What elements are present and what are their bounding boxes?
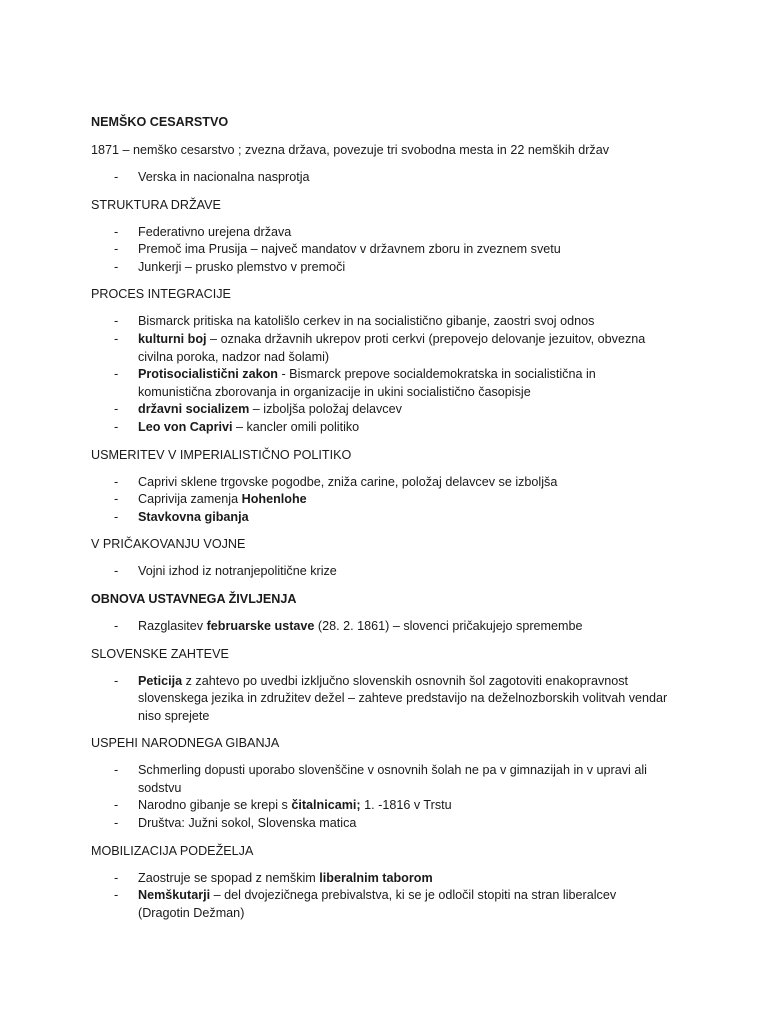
section-heading: V PRIČAKOVANJU VOJNE xyxy=(91,537,246,552)
list-item xyxy=(91,673,671,726)
bullet-dash: - xyxy=(114,402,119,417)
item-text: Društva: Južni sokol, Slovenska matica xyxy=(138,816,357,831)
item-text: Zaostruje se spopad z nemškim xyxy=(138,870,320,885)
bold-term: kulturni boj xyxy=(138,331,207,346)
item-text: Vojni izhod iz notranjepolitične krize xyxy=(138,564,337,579)
bullet-dash: - xyxy=(114,618,119,633)
bullet-dash: - xyxy=(114,673,119,688)
list-item xyxy=(91,762,671,797)
list-item xyxy=(91,259,671,277)
bullet-list xyxy=(91,313,671,436)
bold-term: Leo von Caprivi xyxy=(138,419,233,434)
section-heading: SLOVENSKE ZAHTEVE xyxy=(91,646,229,661)
bullet-dash: - xyxy=(114,367,119,382)
bullet-dash: - xyxy=(114,331,119,346)
bold-term: februarske ustave xyxy=(206,618,315,633)
bullet-list xyxy=(91,762,671,832)
list-item xyxy=(91,509,671,527)
list-item xyxy=(91,887,671,922)
item-text: 1. -1816 v Trstu xyxy=(360,798,452,813)
list-item xyxy=(91,401,671,419)
section-heading: OBNOVA USTAVNEGA ŽIVLJENJA xyxy=(91,591,297,606)
list-item xyxy=(91,419,671,437)
bullet-dash: - xyxy=(114,314,119,329)
bullet-list xyxy=(91,169,671,187)
bullet-list xyxy=(91,224,671,277)
item-text: Verska in nacionalna nasprotja xyxy=(138,170,310,184)
item-text: Narodno gibanje se krepi s xyxy=(138,798,292,813)
list-item xyxy=(91,618,671,636)
bullet-dash: - xyxy=(114,492,119,507)
list-item xyxy=(91,474,671,492)
section-paragraph: 1871 – nemško cesarstvo ; zvezna država, povezuje tri svobodna mesta in 22 nemških držav xyxy=(91,143,610,157)
bullet-dash: - xyxy=(114,419,119,434)
item-text: Caprivija zamenja xyxy=(138,492,242,507)
bullet-dash: - xyxy=(114,763,119,778)
bullet-dash: - xyxy=(114,242,119,257)
item-text: – oznaka državnih ukrepov proti cerkvi (prepovejo delovanje jezuitov, obvezna civilna poroka, nadzor nad šolami) xyxy=(138,331,646,364)
bullet-dash: - xyxy=(114,509,119,524)
item-text: – izboljša položaj delavcev xyxy=(249,402,402,417)
item-text: Schmerling dopusti uporabo slovenščine v osnovnih šolah ne pa v gimnazijah in v upravi ali sodstvu xyxy=(138,763,647,795)
bullet-dash: - xyxy=(114,888,119,903)
bullet-list xyxy=(91,618,671,636)
item-text: z zahtevo po uvedbi izključno slovenskih osnovnih šol zagotoviti enakopravnost slovenskega jezika in združitev dežel – zahteve predstavijo na deželnozborskih volitvah vendar niso sprejete xyxy=(138,673,668,723)
list-item xyxy=(91,169,671,187)
item-text: Federativno urejena država xyxy=(138,224,292,239)
bold-term: Nemškutarji xyxy=(138,888,211,903)
bullet-list xyxy=(91,563,671,581)
bold-term: čitalnicami; xyxy=(291,798,361,813)
bold-term: državni socializem xyxy=(138,402,250,417)
bullet-dash: - xyxy=(114,224,119,239)
document-body xyxy=(91,113,671,931)
section-heading: MOBILIZACIJA PODEŽELJA xyxy=(91,843,254,858)
bullet-dash: - xyxy=(114,816,119,831)
bold-term: Protisocialistični zakon xyxy=(138,367,278,382)
bullet-dash: - xyxy=(114,564,119,579)
item-text: (28. 2. 1861) – slovenci pričakujejo spremembe xyxy=(314,618,583,633)
bullet-list xyxy=(91,673,671,726)
bullet-list xyxy=(91,474,671,527)
list-item xyxy=(91,797,671,815)
bullet-dash: - xyxy=(114,259,119,274)
section-heading: USMERITEV V IMPERIALISTIČNO POLITIKO xyxy=(91,447,352,462)
section-heading: PROCES INTEGRACIJE xyxy=(91,287,231,302)
bullet-dash: - xyxy=(114,870,119,885)
item-text: Caprivi sklene trgovske pogodbe, zniža carine, položaj delavcev se izboljša xyxy=(138,474,558,489)
section-heading: USPEHI NARODNEGA GIBANJA xyxy=(91,736,280,751)
list-item xyxy=(91,491,671,509)
list-item xyxy=(91,563,671,581)
list-item xyxy=(91,815,671,833)
list-item xyxy=(91,224,671,242)
bold-term: Peticija xyxy=(138,673,183,688)
bold-term: Stavkovna gibanja xyxy=(138,509,249,524)
item-text: - Bismarck prepove socialdemokratska in socialistična in komunistična zborovanja in organizacije in ukini socialistično časopisje xyxy=(138,367,596,399)
list-item xyxy=(91,366,671,401)
item-text: Razglasitev xyxy=(138,618,207,633)
bullet-dash: - xyxy=(114,798,119,813)
item-text: – del dvojezičnega prebivalstva, ki se je odločil stopiti na stran liberalcev (Dragotin Dežman) xyxy=(138,888,617,920)
list-item xyxy=(91,313,671,331)
item-text: Bismarck pritiska na katolišlo cerkev in na socialistično gibanje, zaostri svoj odnos xyxy=(138,314,595,329)
list-item xyxy=(91,241,671,259)
item-text: – kancler omili politiko xyxy=(232,419,360,434)
item-text: Premoč ima Prusija – največ mandatov v državnem zboru in zveznem svetu xyxy=(138,242,561,257)
bold-term: liberalnim taborom xyxy=(319,870,433,885)
section-heading: NEMŠKO CESARSTVO xyxy=(91,115,229,129)
list-item xyxy=(91,331,671,366)
bold-term: Hohenlohe xyxy=(241,492,307,507)
bullet-list xyxy=(91,870,671,923)
bullet-dash: - xyxy=(114,170,119,184)
bullet-dash: - xyxy=(114,474,119,489)
list-item xyxy=(91,870,671,888)
section-heading: STRUKTURA DRŽAVE xyxy=(91,197,221,212)
item-text: Junkerji – prusko plemstvo v premoči xyxy=(138,259,346,274)
